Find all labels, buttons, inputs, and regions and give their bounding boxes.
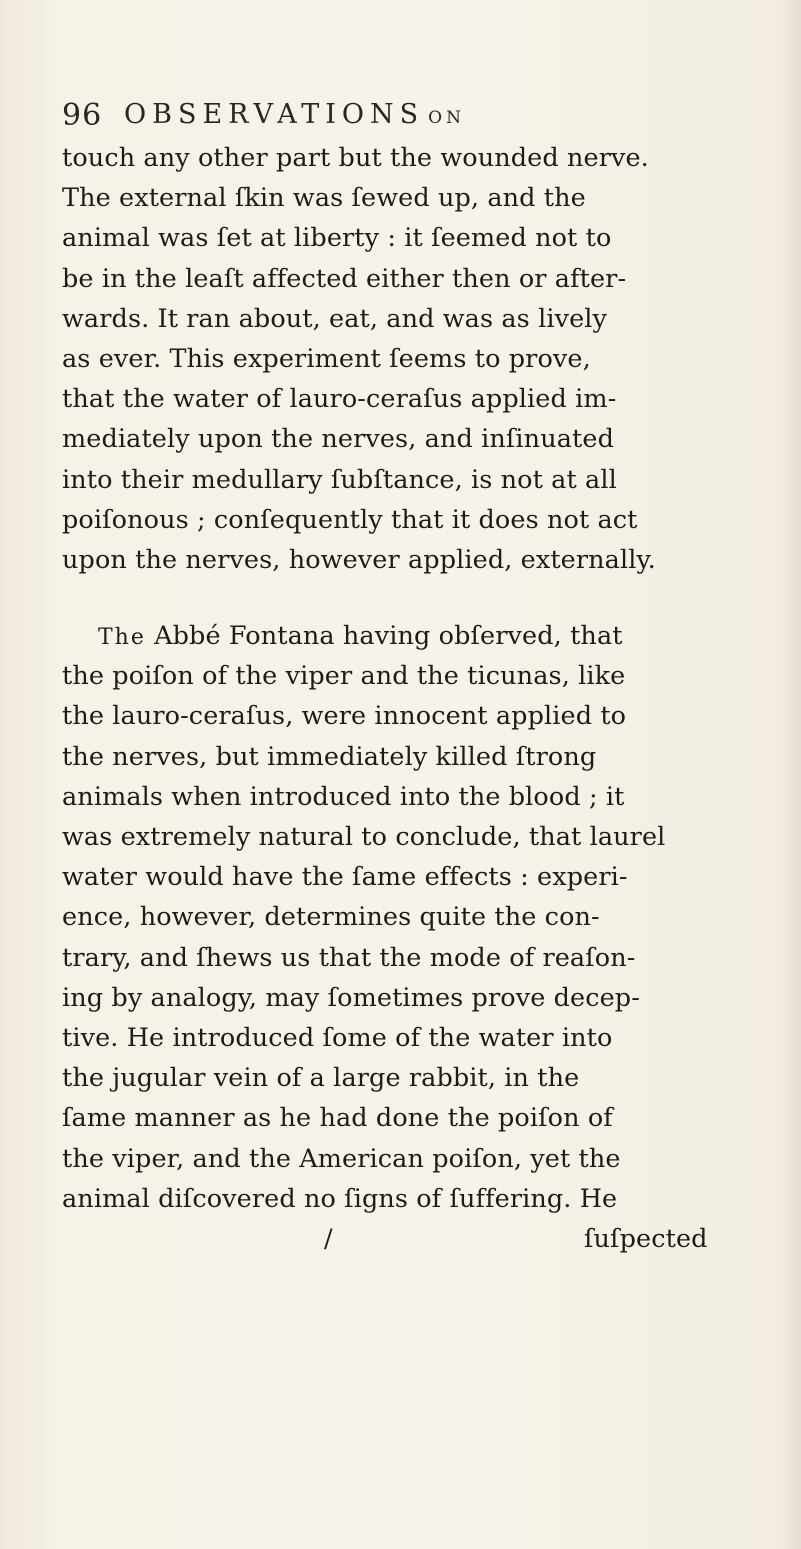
signature-mark: / [324,1223,333,1254]
text-line: that the water of lauro-ceraſus applied im- [62,384,617,415]
text-line: water would have the ſame effects : experi- [62,862,628,893]
page-number: 96 [62,98,103,133]
text-line: the nerves, but immediately killed ſtrong [62,741,597,772]
text-line: mediately upon the nerves, and inſinuated [62,424,614,455]
text-line: as ever. This experiment ſeems to prove, [62,343,591,374]
paragraph-1 [62,138,798,580]
page-header [62,98,762,138]
text-line: The external ſkin was ſewed up, and the [62,183,586,214]
catchword: ſuſpected [584,1223,708,1254]
text-line: was extremely natural to conclude, that laurel [62,822,666,852]
running-head-title: OBSERVATIONS [124,99,425,130]
text-line: the viper, and the American poiſon, yet the [62,1143,621,1174]
page-body [62,138,798,1259]
text-line: animals when introduced into the blood ; it [62,781,625,812]
text-line: ing by analogy, may ſometimes prove decep- [62,982,640,1013]
opening-line-text: Abbé Fontana having obſerved, that [154,621,623,652]
text-line: tive. He introduced ſome of the water into [62,1022,613,1053]
text-line: wards. It ran about, eat, and was as lively [62,303,608,334]
text-line: touch any other part but the wounded nerve. [62,143,649,173]
text-line: the poiſon of the viper and the ticunas, like [62,661,626,692]
text-line: poiſonous ; conſequently that it does not act [62,504,638,535]
text-line: the jugular vein of a large rabbit, in the [62,1063,580,1094]
text-line: trary, and ſhews us that the mode of reaſon- [62,942,636,973]
text-line: ſame manner as he had done the poiſon of [62,1103,613,1134]
text-line: be in the leaſt affected either then or after- [62,263,627,294]
text-line: animal was ſet at liberty : it ſeemed not to [62,223,612,254]
footer-line [62,1219,798,1259]
text-line: into their medullary ſubſtance, is not at all [62,464,617,495]
paragraph-gap [62,580,798,616]
opening-word: The [98,625,146,651]
text-line: animal diſcovered no ſigns of ſuffering. He [62,1183,618,1214]
running-head-suffix: ON [428,108,465,128]
text-line: the lauro-ceraſus, were innocent applied to [62,701,627,732]
paragraph-opening-line [62,616,798,656]
text-line: upon the nerves, however applied, externally. [62,544,656,575]
running-head [124,99,465,130]
paragraph-2 [62,616,798,1219]
text-line: ence, however, determines quite the con- [62,902,600,933]
